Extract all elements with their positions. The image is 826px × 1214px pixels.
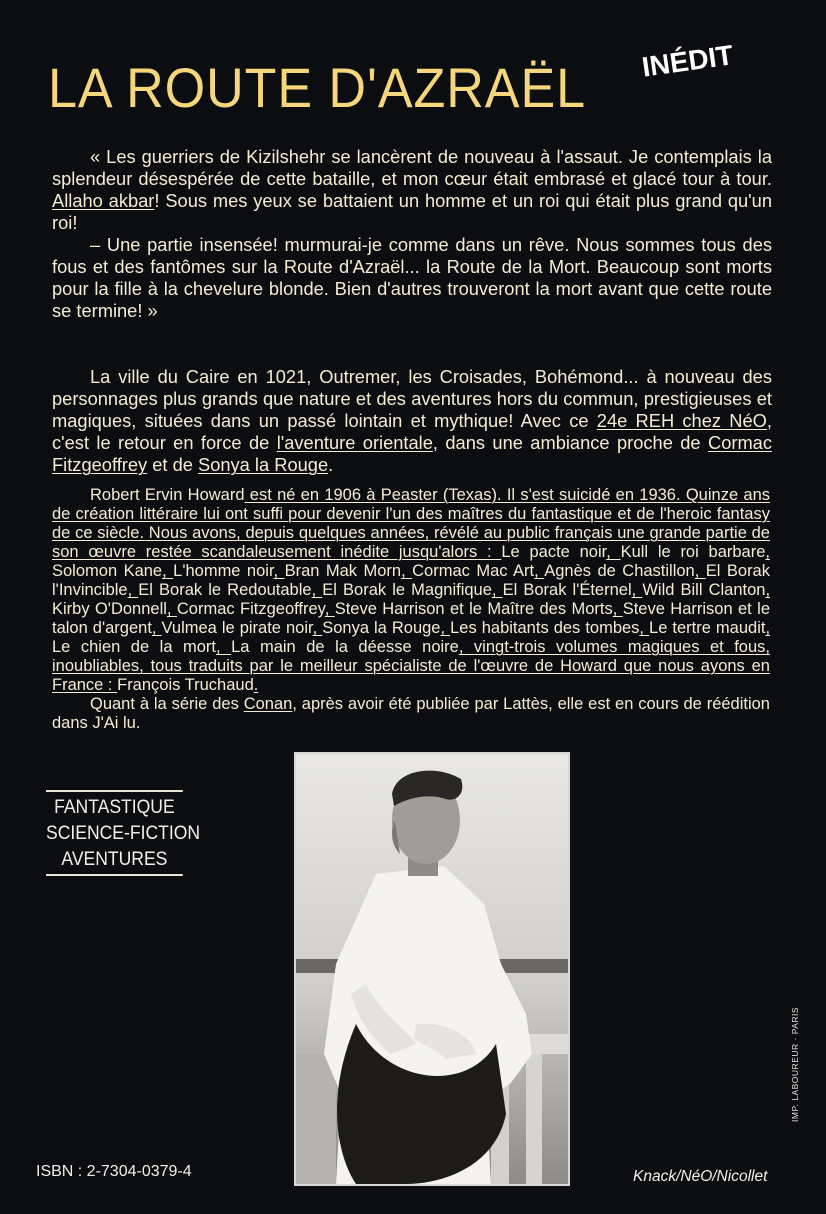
bio-conan-text: , après avoir été publiée par Lattès, elle est en cours de réédition dans J'Ai lu. [52,695,770,732]
author-portrait-image [296,754,568,1184]
oriental-adventure-term: l'aventure orientale [276,432,433,453]
bio-title: , [166,600,177,618]
bio-title: , [401,562,413,580]
bio-text: François Truchaud [117,676,254,694]
bio-text: Steve Harrison et le talon d'argent [52,600,770,637]
bio-text: Vulmea le pirate noir [161,619,313,637]
inedit-badge: INÉDIT [640,39,736,83]
bio-text: Le chien de la mort [52,638,217,656]
bio-title: , [534,562,545,580]
genre-label [46,790,201,876]
bio-conan-title: Conan [243,695,293,713]
bio-title: , [127,581,139,599]
bio-text: L'homme noir [173,562,274,580]
bio-text: El Borak le Redoutable [138,581,312,599]
bio-text: Wild Bill Clanton [642,581,766,599]
book-title: LA ROUTE D'AZRAËL [48,56,587,119]
bio-title: , [311,581,323,599]
sonya-title: Sonya la Rouge [198,454,329,475]
bio-title: , [612,600,623,618]
bio-title: , [639,619,650,637]
publisher-name: Knack/NéO/Nicollet [633,1168,768,1185]
bio-title: , [694,562,706,580]
bio-text: Sonya la Rouge [322,619,441,637]
bio-text: Bran Mak Morn [284,562,402,580]
genre-adventure: AVENTURES [61,848,168,870]
bio-text: Cormac Fitzgeoffrey [176,600,325,618]
bio-paragraph-1 [52,486,770,695]
bio-text: El Borak le Magnifique [322,581,492,599]
bio-text: Le tertre maudit [649,619,766,637]
quote-paragraph-1: « Les guerriers de Kizilshehr se lancèrent de nouveau à l'assaut. Je contemplais la splendeur désespérée de cette bataille, et mon cœur était embrasé et glacé tour à tour. Allaho akbar! Sous mes yeux se battaient un homme et un roi qui était plus grand qu'un roi! [52,146,772,233]
bio-title: , [491,581,503,599]
bio-title: , [440,619,451,637]
genre-scifi: SCIENCE-FICTION [46,822,201,844]
bio-title: , [312,619,323,637]
author-photo [294,752,570,1186]
bio-title: , [631,581,643,599]
bio-title: , [151,619,162,637]
bio-text: El Borak l'Éternel [502,581,632,599]
bio-title: , [765,581,771,599]
cormac-title: Cormac Fitzgeoffrey [52,432,772,475]
bio-title: , [216,638,232,656]
printer-credit: IMP. LABOUREUR · PARIS [790,1006,800,1122]
bio-title: , [765,619,771,637]
reh-count-link: 24e REH chez NéO [596,410,767,431]
bio-text: Robert Ervin Howard [90,486,245,504]
bio-conan-text: Quant à la série des [90,695,244,713]
bio-text: La main de la déesse noire [231,638,459,656]
bio-text: Le pacte noir [501,543,607,561]
allaho-akbar-term: Allaho akbar [52,190,155,211]
author-bio [52,486,770,733]
bio-text: Cormac Mac Art [412,562,535,580]
bio-title: est né en 1906 à Peaster (Texas). Il s'est suicidé en 1936. Quinze ans de création littéraire lui ont suffi pour devenir l'un des maîtres du fantastique et de l'heroic fantasy de ce siècle. Nous avons, depuis quelques années, révélé au public français une grande partie de son œuvre restée scandaleusement inédite jusqu'alors : [52,486,770,561]
bio-title: , [324,600,335,618]
quote-paragraph-2: – Une partie insensée! murmurai-je comme dans un rêve. Nous sommes tous des fous et des fantômes sur la Route d'Azraël... la Route de la Mort. Beaucoup sont morts pour la fille à la chevelure blonde. Bien d'autres trouveront la mort avant que cette route se termine! » [52,234,772,321]
bio-text: Solomon Kane [52,562,163,580]
bio-text: Agnès de Chastillon [544,562,695,580]
bio-text: Les habitants des tombes [450,619,640,637]
bio-title: , [765,543,770,561]
bio-paragraph-2 [52,695,770,733]
bio-title: , vingt-trois volumes magiques et fous, inoubliables, tous traduits par le meilleur spécialiste de l'œuvre de Howard que nous ayons en France : [52,638,770,694]
bio-text: Steve Harrison et le Maître des Morts [334,600,613,618]
bio-title: , [606,543,621,561]
bio-text: Kull le roi barbare [620,543,766,561]
bio-title: , [162,562,174,580]
bio-title: , [273,562,285,580]
bio-text: El Borak l'Invincible [52,562,770,599]
bio-title: . [253,676,259,694]
bio-text: Kirby O'Donnell [52,600,167,618]
intro-paragraph: La ville du Caire en 1021, Outremer, les Croisades, Bohémond... à nouveau des personnages plus grands que nature et des aventures hors du commun, prestigieuses et magiques, situées dans un passé lointain et mythique! Avec ce 24e REH chez NéO, c'est le retour en force de l'aventure orientale, dans une ambiance proche de Cormac Fitzgeoffrey et de Sonya la Rouge. [52,366,772,475]
genre-fantasy: FANTASTIQUE [54,796,175,818]
isbn-number: ISBN : 2-7304-0379-4 [36,1163,192,1180]
excerpt-quote [52,146,772,322]
